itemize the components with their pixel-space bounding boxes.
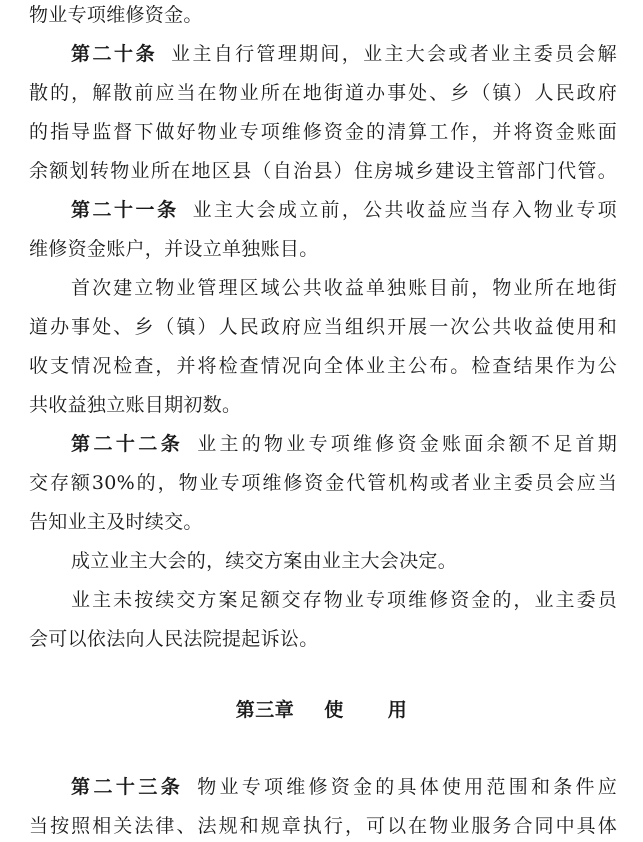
line-text: 业主自行管理期间，业主大会或者业主委员会解 (171, 43, 617, 65)
text-line (29, 236, 617, 262)
article-label: 第二十一条 (71, 199, 179, 221)
article-label: 第二十条 (71, 43, 158, 65)
article-22-heading-line (71, 431, 617, 457)
line-text: 业主大会成立前，公共收益应当存入物业专项 (192, 199, 617, 221)
text-line (29, 813, 617, 839)
line-text: 业主未按续交方案足额交存物业专项维修资金的，业主委员 (71, 589, 617, 611)
line-text: 道办事处、乡（镇）人民政府应当组织开展一次公共收益使用和 (29, 316, 617, 338)
article-label: 第二十三条 (71, 776, 184, 798)
paragraph-start-line (71, 275, 617, 301)
line-text: 告知业主及时续交。 (29, 511, 203, 533)
article-21-heading-line (71, 197, 617, 223)
chapter-title-part: 用 (387, 699, 408, 721)
line-text: 会可以依法向人民法院提起诉讼。 (29, 628, 319, 650)
line-text: 物业专项维修资金的具体使用范围和条件应 (197, 776, 617, 798)
paragraph-start-line (71, 548, 617, 574)
text-line (29, 353, 617, 379)
line-text: 收支情况检查，并将检查情况向全体业主公布。检查结果作为公 (29, 355, 617, 377)
text-line (29, 2, 617, 28)
chapter-title-part: 使 (324, 699, 344, 721)
line-text: 共收益独立账目期初数。 (29, 394, 242, 416)
line-text: 首次建立物业管理区域公共收益单独账目前，物业所在地街 (71, 277, 617, 299)
article-20-heading-line (71, 41, 617, 67)
text-line (29, 80, 617, 106)
text-line (29, 119, 617, 145)
line-text: 当按照相关法律、法规和规章执行，可以在物业服务合同中具体 (29, 815, 617, 837)
text-line (29, 509, 617, 535)
chapter-heading (0, 697, 643, 723)
line-text: 业主的物业专项维修资金账面余额不足首期 (197, 433, 617, 455)
line-text: 维修资金账户，并设立单独账目。 (29, 238, 319, 260)
text-line (29, 470, 617, 496)
text-line (29, 626, 617, 652)
paragraph-start-line (71, 587, 617, 613)
line-text: 交存额30%的，物业专项维修资金代管机构或者业主委员会应当 (29, 472, 617, 494)
chapter-number: 第三章 (235, 699, 295, 721)
line-text: 散的，解散前应当在物业所在地街道办事处、乡（镇）人民政府 (29, 82, 617, 104)
article-label: 第二十二条 (71, 433, 184, 455)
line-text: 余额划转物业所在地区县（自治县）住房城乡建设主管部门代管。 (29, 160, 617, 182)
line-text: 成立业主大会的，续交方案由业主大会决定。 (71, 550, 458, 572)
text-line (29, 314, 617, 340)
text-line (29, 392, 617, 418)
text-line (29, 158, 617, 184)
line-text: 的指导监督下做好物业专项维修资金的清算工作，并将资金账面 (29, 121, 617, 143)
article-23-heading-line (71, 774, 617, 800)
line-text: 物业专项维修资金。 (29, 4, 203, 26)
